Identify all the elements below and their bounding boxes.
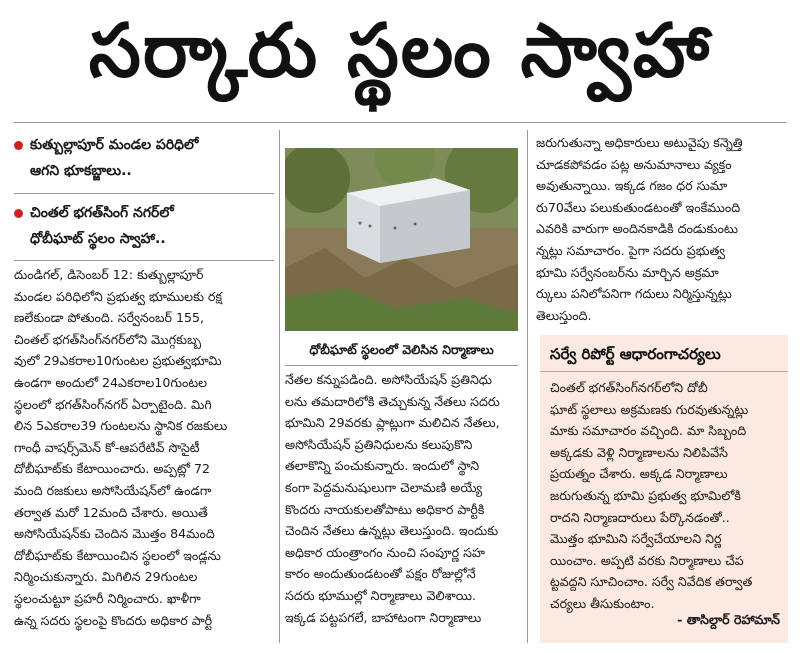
highlight-bullet [14, 132, 274, 184]
article-line: దుండిగల్, డిసెంబర్ 12: కుత్బుల్లాపూర్ [14, 267, 204, 282]
article-line: అసోసియేషన్‌కు చెందిన మొత్తం 84మంది [14, 526, 215, 542]
sidebar-title: సర్వే రిపోర్ట్ ఆధారంగాచర్యలు [550, 345, 721, 363]
bullet-divider [14, 193, 274, 194]
sidebar-line: మాకు సమాచారం వచ్చింది. మా సిబ్బంది [550, 423, 747, 439]
article-line: ఇక్కడ పట్టపగలే, బాహాటంగా నిర్మాణాలు [285, 609, 482, 625]
article-line: లిన 5ఎకరాల39 గుంటలను స్థానిక రజకులు [14, 418, 228, 434]
sidebar-line: యించాం. అప్పటి వరకు నిర్మాణాలు చేప [550, 552, 744, 568]
bullet-line: ఆగని భూకబ్జాలు.. [30, 163, 132, 179]
article-line: మండల పరిధిలోని ప్రభుత్వ భూములకు రక్ష [14, 288, 223, 304]
sidebar-box [540, 335, 788, 643]
bullet-dot-icon [14, 209, 23, 218]
article-column-3 [536, 132, 788, 332]
article-line: నేతల కన్నుపడింది. అసోసియేషన్ ప్రతినిధు [285, 372, 493, 387]
bullet-line: కుత్బుల్లాపూర్ మండల పరిధిలో [30, 137, 199, 153]
bullet-dot-icon [14, 141, 23, 150]
article-line: గాంధీ వాషర్స్‌మెన్ కో-ఆపరేటివ్ సొసైటీ [14, 439, 200, 455]
bullet-line: ధోబీఘాట్ స్థలం స్వాహా.. [30, 231, 166, 247]
article-line: అవుతున్నాయి. ఇక్కడ గజం ధర సుమా [536, 178, 728, 194]
news-photo [285, 148, 518, 331]
article-line: మంది రజకులు అసోసియేషన్‌లో ఉండగా [14, 482, 212, 498]
article-line: కారం అందుతుండటంతో పక్షం రోజుల్లోనే [285, 566, 476, 582]
article-line: ర్కులు పనిలోపనిగా గదులు నిర్మిస్తున్నట్లు [536, 286, 732, 302]
sidebar-line: ఘాట్ స్థలాలు అక్రమణకు గురవుతున్నట్లు [550, 401, 749, 417]
article-line: భూమి సర్వేనంబర్‌ను మార్చిన అక్రమా [536, 264, 719, 280]
sidebar-line: చర్యలు తీసుకుంటాం. [550, 595, 655, 611]
highlight-bullet [14, 200, 274, 252]
article-line: కంగా పెద్దమనుషులుగా చెలామణి అయ్యే [285, 479, 483, 495]
article-line: భూమిని 29వరకు ప్లాట్లుగా మలిచిన నేతలు, [285, 415, 500, 431]
sidebar-line: రాదని నిర్మాణదారులు పేర్కొనడంతో.. [550, 509, 730, 525]
photo-illustration [285, 148, 518, 331]
article-line: రు70వేలు పలుకుతుండటంతో ఇంకేముంది [536, 199, 741, 215]
article-line: అసోసియేషన్ ప్రతినిధులను కలుపుకొని [285, 436, 473, 452]
photo-caption: ధోబీఘాట్ స్థలంలో వెలిసిన నిర్మాణాలు [285, 335, 518, 366]
article-line: ణలేకుండా పోతుంది. సర్వేనంబర్ 155, [14, 310, 205, 326]
article-line: నిర్మించుకున్నారు. మిగిలిన 29గుంటల [14, 569, 198, 585]
article-line: జరుగుతున్నా అధికారులు అటువైపు కన్నెత్తి [536, 135, 743, 150]
article-line: స్థలంచుట్టూ ప్రహరీ నిర్మించారు. ఖాళీగా [14, 590, 201, 606]
sidebar-line: మొత్తం భూమిని సర్వేచేయాలని నిర్ణ [550, 531, 722, 547]
sidebar-byline: - తాసిల్దార్ రెహామాన్ [677, 612, 780, 627]
article-line: సదరు భూముల్లో నిర్మాణాలు వెలిశాయి. [285, 587, 476, 603]
article-line: ఎవరికి వారుగా అందినకాడికి దండుకుంటు [536, 221, 738, 237]
sidebar-line: ప్రయత్నం చేశారు. అక్కడ నిర్మాణాలు [550, 466, 728, 482]
article-line: దోబీఘాట్‌కు కేటాయించిన స్థలంలో ఇండ్లను [14, 547, 221, 563]
article-line: న్నట్లు సమాచారం. పైగా సదరు ప్రభుత్వ [536, 242, 725, 258]
article-line: ఉండగా అందులో 24ఎకరాల10గుంటల [14, 374, 208, 390]
article-line: ఉన్న సదరు స్థలంపై కొందరు అధికార పార్టీ [14, 612, 213, 628]
sidebar-title-rule [540, 371, 788, 372]
headline: సర్కారు స్థలం స్వాహా [88, 8, 712, 94]
column-divider [527, 130, 528, 643]
article-line: చెందిన నేతలు ఉన్నట్లు తెలుస్తుంది. ఇందుకు [285, 523, 499, 539]
sidebar-line: ట్టవద్దని సూచించాం. సర్వే నివేదిక తర్వాత [550, 574, 753, 590]
article-line: లను తమదారిలోకి తెచ్చుకున్న నేతలు సదరు [285, 393, 500, 409]
sidebar-line: చింతల్ భగత్‌సింగ్‌నగర్‌లోని దోబీ [550, 380, 708, 395]
article-line: స్థలంలో భగత్‌సింగ్‌నగర్ ఏర్పాటైంది. మిగి [14, 396, 212, 412]
sidebar-body [550, 377, 780, 615]
article-line: చింతల్ భగత్‌సింగ్‌నగర్‌లోని మొగ్గకుబ్బ [14, 331, 202, 347]
article-line: కొందరు నాయకులతోపాటు అధికార పార్టీకి [285, 501, 485, 517]
sidebar-line: అక్కడకు వెళ్లి నిర్మాణాలను నిలిపివేసే [550, 444, 728, 460]
article-line: తెలుస్తుంది. [536, 307, 592, 323]
headline-divider [14, 122, 786, 123]
article-line: చూడకపోవడం పట్ల అనుమానాలు వ్యక్తం [536, 156, 732, 172]
sidebar-line: జరుగుతున్న భూమి ప్రభుత్వ భూమిలోకి [550, 487, 741, 503]
column-divider [279, 130, 280, 643]
article-line: తలాకొన్ని పంచుకున్నారు. ఇందులో స్థాని [285, 458, 480, 474]
article-line: వులో 29ఎకరాల10గుంటల ప్రభుత్వభూమి [14, 353, 222, 369]
bullet-divider [14, 260, 274, 261]
article-column-1 [14, 264, 272, 644]
article-line: తర్వాత మరో 12మంది చేశారు. అయితే [14, 504, 208, 520]
bullet-line: చింతల్ భగత్‌సింగ్ నగర్‌లో [30, 205, 174, 221]
article-line: అధికార యంత్రాంగం నుంచి సంపూర్ణ సహ [285, 544, 485, 560]
article-column-2 [285, 369, 521, 639]
article-line: దోబీఘాట్‌కు కేటాయించారు. అప్పట్లో 72 [14, 461, 211, 477]
